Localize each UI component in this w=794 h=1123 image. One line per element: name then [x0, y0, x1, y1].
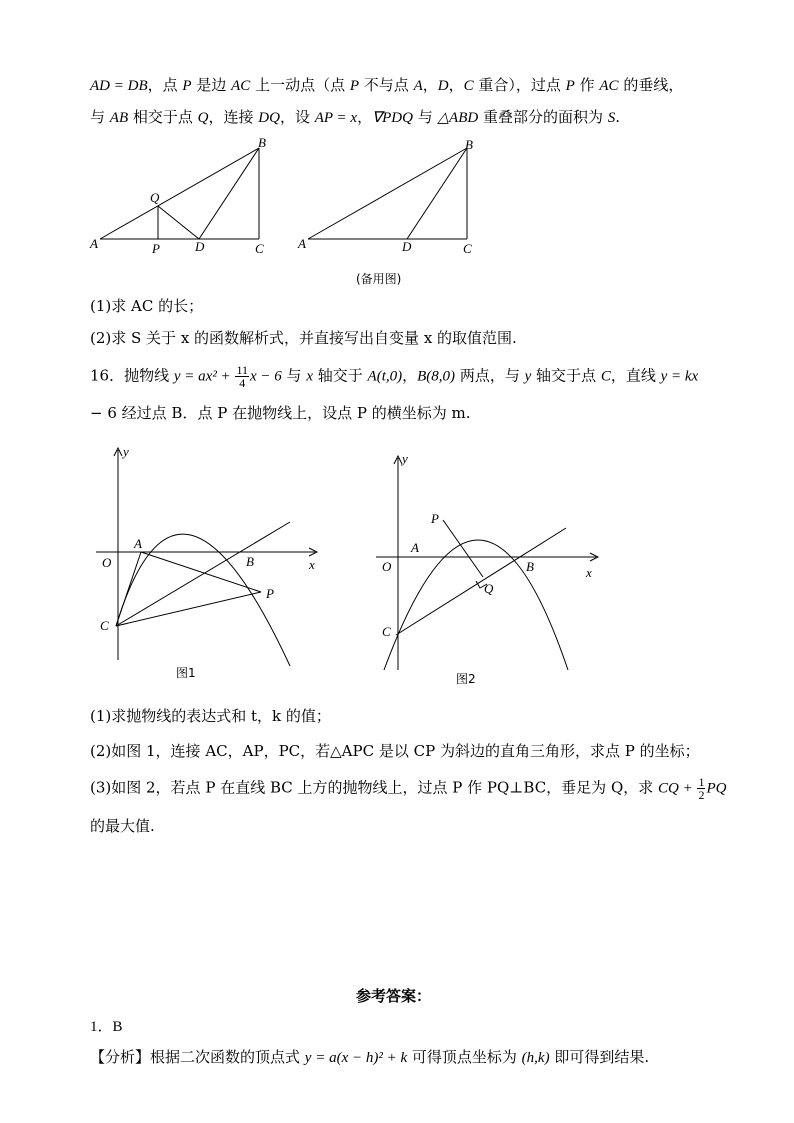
segment-ab — [100, 148, 259, 239]
label-p: P — [266, 586, 274, 601]
fraction-11-over-4: $\frac{11}{4}$ — [236, 363, 248, 390]
segment-ap — [141, 552, 261, 592]
label-a: A — [298, 236, 306, 251]
label-p: P — [152, 241, 160, 256]
segment-cp — [116, 592, 261, 626]
q15-sub2: (2)求 S 关于 x 的函数解析式，并直接写出自变量 x 的取值范围. — [90, 329, 517, 347]
q15-sub1: (1)求 AC 的长； — [90, 297, 204, 315]
svg-text:y: y — [402, 451, 408, 466]
parabola — [384, 540, 568, 670]
segment-pq — [443, 520, 483, 577]
label-q: Q — [484, 581, 494, 596]
label-c: C — [463, 241, 472, 256]
fig2-caption: 图2 — [456, 672, 476, 686]
label-p: P — [431, 511, 439, 526]
line-cb — [396, 528, 566, 635]
label-b: B — [258, 135, 266, 150]
label-a: A — [411, 540, 419, 555]
segment-qd — [158, 206, 199, 239]
answer-1: 1．B — [90, 1019, 123, 1035]
segment-db — [199, 148, 259, 239]
backup-figure-caption: (备用图) — [356, 272, 402, 286]
q15-figure-backup — [296, 138, 486, 260]
svg-text:y: y — [123, 444, 129, 459]
label-c: C — [255, 241, 264, 256]
q16-figure-2 — [370, 450, 610, 695]
svg-text:O: O — [382, 559, 392, 574]
fig1-caption: 图1 — [176, 666, 196, 680]
q16-sub3: (3)如图 2，若点 P 在直线 BC 上方的抛物线上，过点 P 作 PQ⊥BC，垂足为 Q，求 CQ + $\frac{1}{2}$ PQ — [90, 775, 727, 802]
q16-line1: 16．抛物线 y = ax² + $\frac{11}{4}$ x − 6 与 x 轴交于 A(t,0)，B(8,0) 两点，与 y 轴交于点 C，直线 y = kx — [90, 363, 699, 390]
q15-line2: 与 AB 相交于点 Q，连接 DQ，设 AP = x，∇PDQ 与 △ABD 重叠部分的面积为 S. — [90, 108, 621, 126]
q15-figure-main — [88, 135, 288, 260]
q16-sub2: (2)如图 1，连接 AC，AP，PC，若△APC 是以 CP 为斜边的直角三角形，求点 P 的坐标； — [90, 742, 700, 760]
label-a: A — [90, 236, 98, 251]
fraction-1-over-2: $\frac{1}{2}$ — [698, 775, 705, 802]
label-c: C — [100, 618, 109, 633]
svg-text:x: x — [309, 557, 315, 572]
q16-line2: − 6 经过点 B．点 P 在抛物线上，设点 P 的横坐标为 m. — [90, 404, 471, 422]
label-q: Q — [150, 190, 160, 205]
svg-text:O: O — [102, 555, 112, 570]
q16-sub4: 的最大值. — [90, 817, 155, 835]
label-b: B — [246, 554, 254, 569]
label-d: D — [195, 239, 205, 254]
label-a: A — [134, 536, 142, 551]
q16-sub1: (1)求抛物线的表达式和 t，k 的值； — [90, 707, 331, 725]
parabola — [116, 534, 290, 666]
q15-line1: AD = DB，点 P 是边 AC 上一动点（点 P 不与点 A，D，C 重合），过点 P 作 AC 的垂线， — [90, 76, 684, 94]
label-b: B — [526, 559, 534, 574]
line-cb — [116, 522, 290, 626]
segment-ac — [116, 552, 141, 626]
answer-1-analysis: 【分析】根据二次函数的顶点式 y = a(x − h)² + k 可得顶点坐标为 (h,k) 即可得到结果. — [90, 1048, 650, 1066]
label-b: B — [465, 137, 473, 152]
label-d: D — [402, 239, 412, 254]
answers-title: 参考答案： — [356, 987, 432, 1005]
q16-figure-1 — [90, 440, 330, 685]
svg-text:x: x — [586, 565, 592, 580]
label-c: C — [382, 624, 391, 639]
